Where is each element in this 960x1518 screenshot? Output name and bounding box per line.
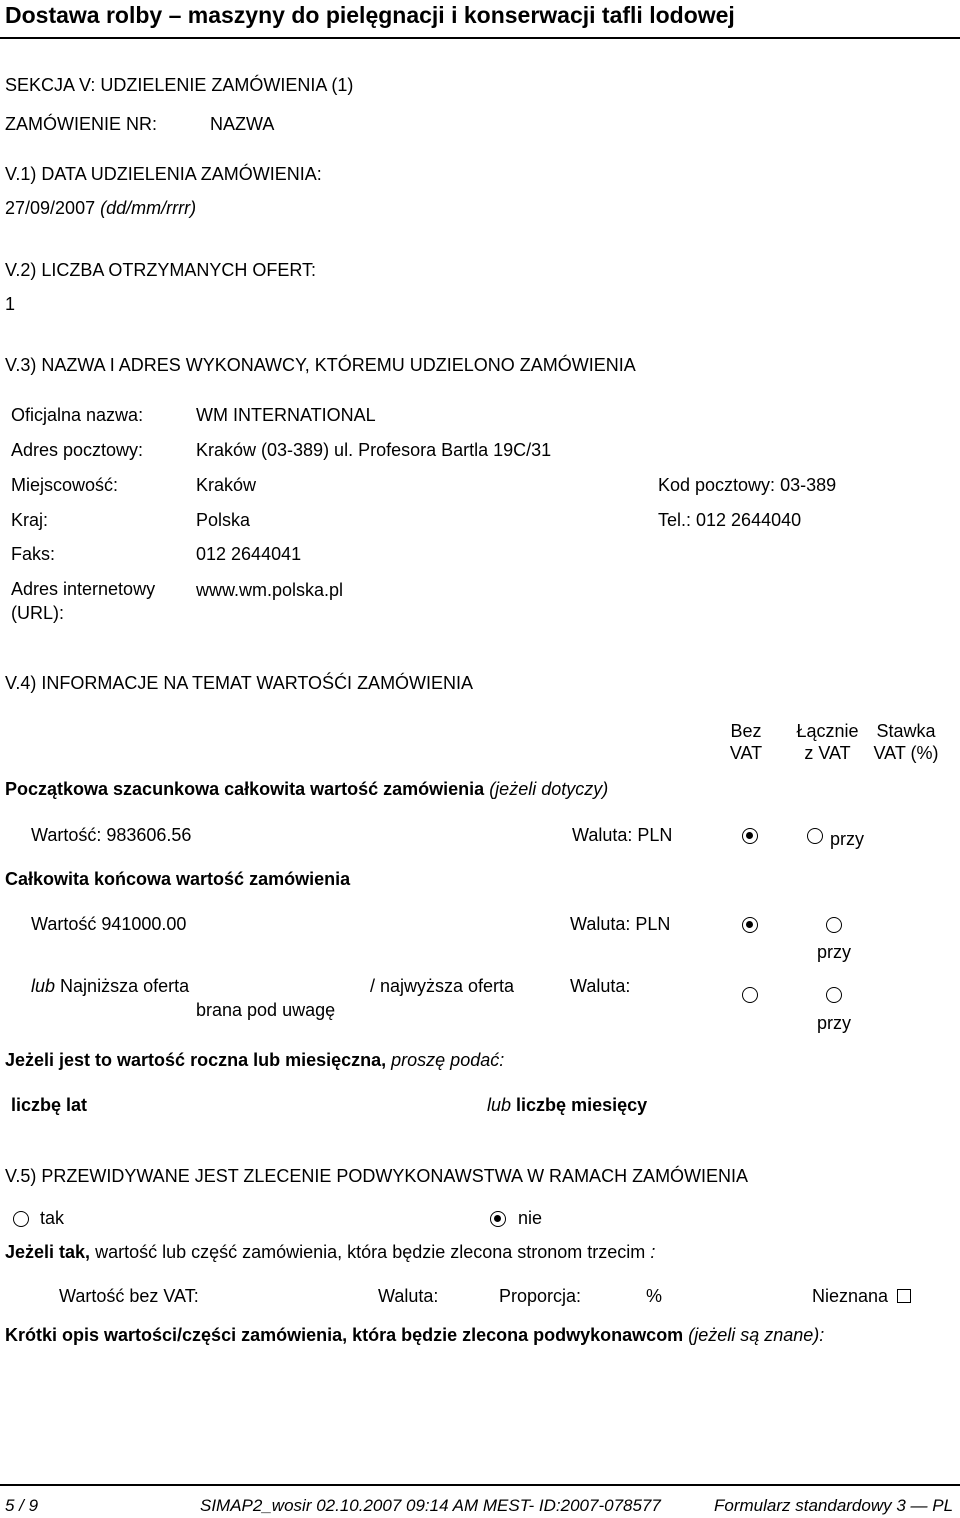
subcontract-yes-radio[interactable] [13, 1211, 29, 1227]
page-number: 5 / 9 [5, 1496, 39, 1515]
annual-label-text: Jeżeli jest to wartość roczna lub miesięczna, [5, 1050, 387, 1070]
final-przy: przy [817, 942, 852, 962]
annual-note: proszę podać: [391, 1050, 505, 1070]
highest-offer: / najwyższa oferta [370, 976, 515, 996]
award-date-value: 27/09/2007 [5, 198, 96, 218]
unknown-label: Nieznana [812, 1286, 889, 1306]
initial-currency: Waluta: PLN [572, 825, 673, 845]
months-lub: lub [487, 1095, 512, 1115]
if-yes-bold: Jeżeli tak, [5, 1242, 91, 1262]
short-description [5, 1325, 824, 1346]
section-heading: SEKCJA V: UDZIELENIE ZAMÓWIENIA (1) [5, 75, 354, 95]
official-name-value: WM INTERNATIONAL [196, 405, 376, 425]
unknown-checkbox[interactable] [897, 1289, 911, 1303]
country-value: Polska [196, 510, 251, 530]
offers-heading: V.2) LICZBA OTRZYMANYCH OFERT: [5, 260, 317, 280]
range-incl-vat-radio[interactable] [826, 987, 842, 1003]
footer-form: Formularz standardowy 3 — PL [714, 1496, 954, 1515]
final-currency: Waluta: PLN [570, 914, 671, 934]
initial-przy: przy [830, 829, 865, 849]
range-excl-vat-radio[interactable] [742, 987, 758, 1003]
official-name-label: Oficjalna nazwa: [11, 405, 144, 425]
final-excl-vat-radio[interactable] [742, 917, 758, 933]
if-yes-colon: : [650, 1242, 656, 1262]
col-header-excl-vat-1: Bez [730, 721, 762, 741]
col-header-incl-vat [790, 721, 865, 764]
final-incl-vat-radio[interactable] [826, 917, 842, 933]
subcontract-heading: V.5) PRZEWIDYWANE JEST ZLECENIE PODWYKONAWSTWA W RAMACH ZAMÓWIENIA [5, 1166, 749, 1186]
lub-text: lub [31, 976, 56, 996]
document-title: Dostawa rolby – maszyny do pielęgnacji i konserwacji tafli lodowej [5, 2, 735, 28]
col-header-incl-vat-1: Łącznie [796, 721, 859, 741]
lowest-offer [31, 976, 189, 997]
lowest-offer-text: Najniższa oferta [60, 976, 190, 996]
col-header-incl-vat-2: z VAT [804, 742, 851, 763]
city-value: Kraków [196, 475, 257, 495]
award-date-format: (dd/mm/rrrr) [100, 198, 197, 218]
subcontract-no-label: nie [518, 1208, 543, 1228]
initial-excl-vat-radio[interactable] [742, 828, 758, 844]
url-value: www.wm.polska.pl [196, 580, 344, 600]
months-text: liczbę miesięcy [516, 1095, 648, 1115]
proportion-label: Proporcja: [499, 1286, 582, 1306]
value-info-heading: V.4) INFORMACJE NA TEMAT WARTOŚĆI ZAMÓWIENIA [5, 673, 474, 693]
percent-sign: % [646, 1286, 663, 1306]
years-label: liczbę lat [11, 1095, 88, 1115]
title-divider [0, 37, 960, 39]
short-description-text: Krótki opis wartości/części zamówienia, która będzie zlecona podwykonawcom [5, 1325, 684, 1345]
col-header-vat-rate-1: Stawka [876, 721, 936, 741]
award-date-heading: V.1) DATA UDZIELENIA ZAMÓWIENIA: [5, 164, 322, 184]
col-header-vat-rate [868, 721, 944, 764]
footer-meta: SIMAP2_wosir 02.10.2007 09:14 AM MEST- ID:2007-078577 [200, 1496, 661, 1515]
range-currency: Waluta: [570, 976, 631, 996]
col-header-excl-vat [720, 721, 772, 764]
contractor-heading: V.3) NAZWA I ADRES WYKONAWCY, KTÓREMU UDZIELONO ZAMÓWIENIA [5, 355, 636, 375]
award-date [5, 198, 196, 219]
address-value: Kraków (03-389) ul. Profesora Bartla 19C/31 [196, 440, 552, 460]
order-name-label: NAZWA [210, 114, 275, 134]
country-label: Kraj: [11, 510, 49, 530]
offers-count: 1 [5, 294, 16, 314]
address-label: Adres pocztowy: [11, 440, 144, 460]
short-description-note: (jeżeli są znane): [688, 1325, 825, 1345]
final-value: Wartość 941000.00 [31, 914, 187, 934]
url-label: Adres internetowy [11, 579, 156, 599]
initial-incl-vat-radio[interactable] [807, 828, 823, 844]
final-value-label: Całkowita końcowa wartość zamówienia [5, 869, 351, 889]
order-number-label: ZAMÓWIENIE NR: [5, 114, 157, 134]
subcontract-currency-label: Waluta: [378, 1286, 439, 1306]
initial-value-note: (jeżeli dotyczy) [489, 779, 609, 799]
phone: Tel.: 012 2644040 [658, 510, 802, 530]
fax-label: Faks: [11, 544, 56, 564]
footer-divider [0, 1484, 960, 1486]
offer-considered: brana pod uwagę [196, 1000, 336, 1020]
initial-value-label-text: Początkowa szacunkowa całkowita wartość zamówienia [5, 779, 485, 799]
postcode: Kod pocztowy: 03-389 [658, 475, 837, 495]
initial-value-label [5, 779, 608, 800]
range-przy: przy [817, 1013, 852, 1033]
fax-value: 012 2644041 [196, 544, 302, 564]
url-label-2: (URL): [11, 603, 64, 623]
city-label: Miejscowość: [11, 475, 119, 495]
col-header-excl-vat-2: VAT [729, 742, 763, 763]
col-header-vat-rate-2: VAT (%) [873, 742, 939, 763]
subcontract-yes-label: tak [40, 1208, 65, 1228]
if-yes-body: wartość lub część zamówienia, która będzie zlecona stronom trzecim [95, 1242, 646, 1262]
if-yes-text [5, 1242, 655, 1263]
initial-value: Wartość: 983606.56 [31, 825, 192, 845]
value-excl-vat-label: Wartość bez VAT: [59, 1286, 199, 1306]
annual-label [5, 1050, 504, 1071]
subcontract-no-radio[interactable] [490, 1211, 506, 1227]
months-label [487, 1095, 647, 1116]
